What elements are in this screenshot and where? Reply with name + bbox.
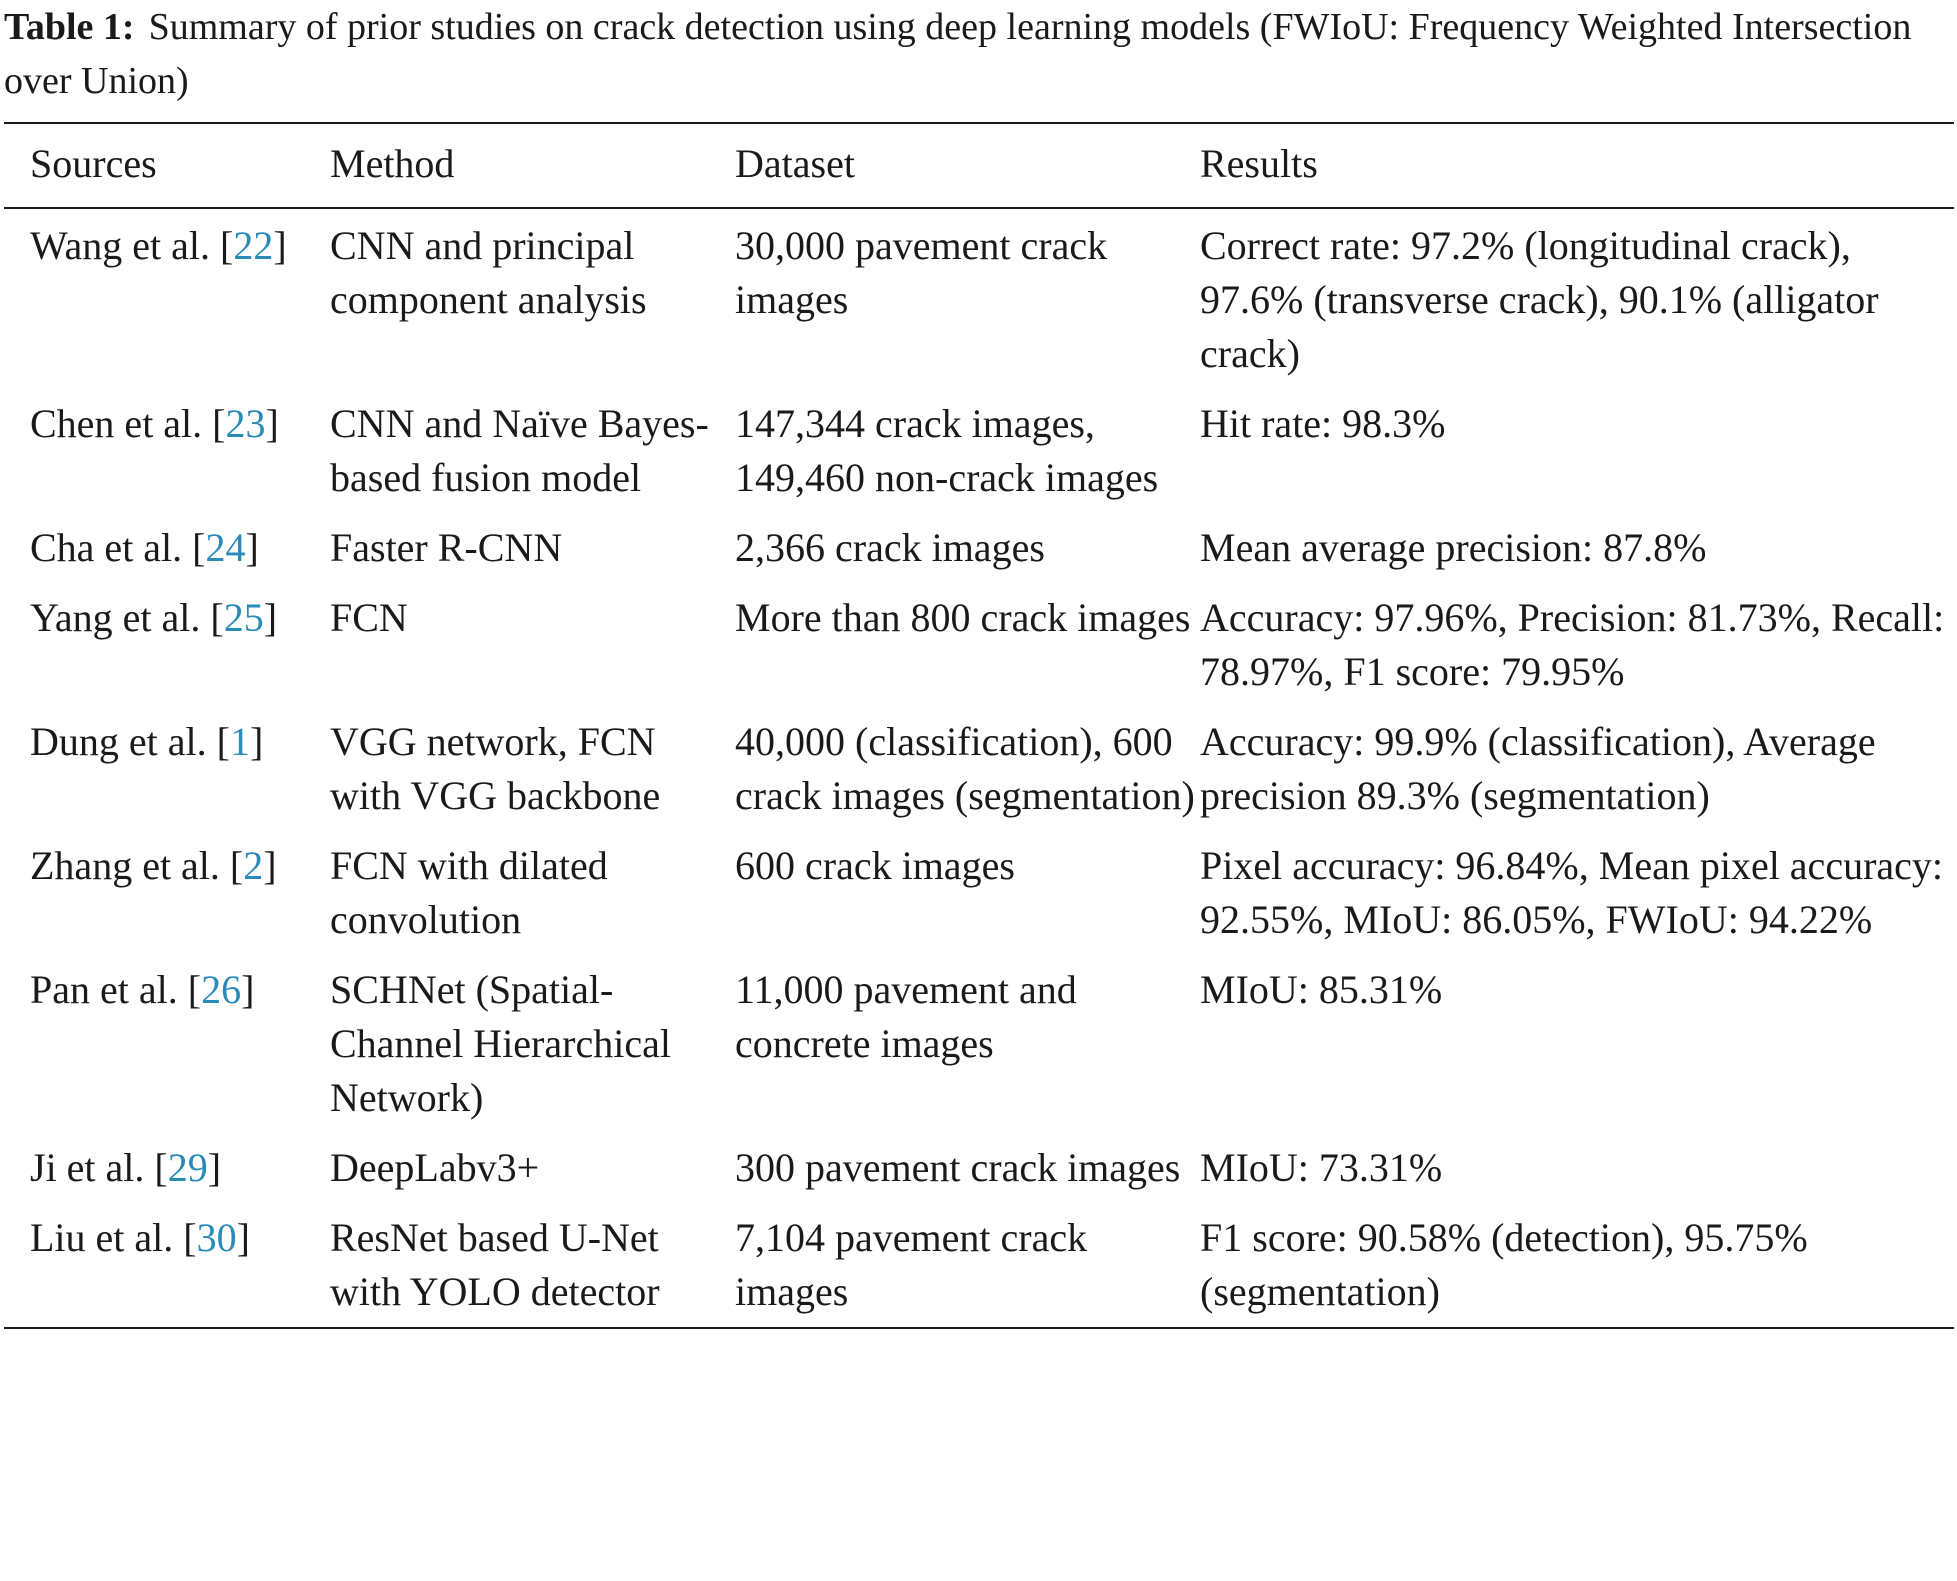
citation-link[interactable]: 30 xyxy=(196,1215,237,1260)
cell-dataset: More than 800 crack images xyxy=(735,595,1191,640)
cell-results: Accuracy: 97.96%, Precision: 81.73%, Recall: 78.97%, F1 score: 79.95% xyxy=(1200,595,1945,694)
table-row xyxy=(4,1131,1954,1201)
cell-source: Yang et al. [25] xyxy=(30,595,278,640)
source-authors: Cha et al. xyxy=(30,525,183,570)
cell-method: FCN with dilated convolution xyxy=(330,843,608,942)
citation-link[interactable]: 29 xyxy=(167,1145,208,1190)
cell-method: Faster R-CNN xyxy=(330,525,563,570)
cell-results: Correct rate: 97.2% (longitudinal crack), 97.6% (transverse crack), 90.1% (alligator crack) xyxy=(1200,223,1879,376)
header-sources: Sources xyxy=(4,123,330,208)
source-authors: Zhang et al. xyxy=(30,843,220,888)
cell-method: FCN xyxy=(330,595,408,640)
citation-link[interactable]: 1 xyxy=(229,719,250,764)
cell-method: SCHNet (Spatial-Channel Hierarchical Network) xyxy=(330,967,671,1120)
cell-source: Pan et al. [26] xyxy=(30,967,255,1012)
source-authors: Liu et al. xyxy=(30,1215,174,1260)
paper-page xyxy=(4,0,1954,1314)
cell-results: F1 score: 90.58% (detection), 95.75% (segmentation) xyxy=(1200,1201,1954,1328)
cell-dataset: 600 crack images xyxy=(735,843,1015,888)
cell-method: CNN and principal component analysis xyxy=(330,223,647,322)
citation-link[interactable]: 22 xyxy=(233,223,274,268)
cell-dataset: 40,000 (classification), 600 crack images (segmentation) xyxy=(735,719,1195,818)
cell-method: VGG network, FCN with VGG backbone xyxy=(330,719,661,818)
header-method: Method xyxy=(330,123,735,208)
prior-studies-table xyxy=(4,122,1954,1329)
cell-results: Hit rate: 98.3% xyxy=(1200,401,1446,446)
cell-dataset: 30,000 pavement crack images xyxy=(735,223,1108,322)
table-row xyxy=(4,705,1954,829)
cell-results: MIoU: 85.31% xyxy=(1200,967,1443,1012)
cell-source: Chen et al. [23] xyxy=(30,401,279,446)
cell-results: Mean average precision: 87.8% xyxy=(1200,525,1707,570)
cell-source: Zhang et al. [2] xyxy=(30,843,277,888)
cell-method: DeepLabv3+ xyxy=(330,1145,540,1190)
cell-source: Cha et al. [24] xyxy=(30,525,259,570)
cell-source: Liu et al. [30] xyxy=(4,1201,330,1328)
cell-dataset: 300 pavement crack images xyxy=(735,1145,1181,1190)
table-caption-label: Table 1: xyxy=(4,6,135,48)
cell-dataset: 147,344 crack images, 149,460 non-crack images xyxy=(735,401,1159,500)
citation-link[interactable]: 25 xyxy=(223,595,264,640)
cell-dataset: 7,104 pavement crack images xyxy=(735,1201,1200,1328)
table-row xyxy=(4,581,1954,705)
cell-results: Accuracy: 99.9% (classification), Average precision 89.3% (segmentation) xyxy=(1200,719,1876,818)
cell-source: Dung et al. [1] xyxy=(30,719,264,764)
table-row xyxy=(4,829,1954,953)
citation-link[interactable]: 24 xyxy=(205,525,246,570)
cell-source: Wang et al. [22] xyxy=(30,223,287,268)
source-authors: Chen et al. xyxy=(30,401,203,446)
header-dataset: Dataset xyxy=(735,123,1200,208)
citation-link[interactable]: 26 xyxy=(201,967,242,1012)
table-caption-text: Summary of prior studies on crack detection using deep learning models (FWIoU: Frequency Weighted Intersection over Union) xyxy=(4,6,1912,102)
cell-method: ResNet based U-Net with YOLO detector xyxy=(330,1201,735,1328)
citation-link[interactable]: 23 xyxy=(225,401,266,446)
source-authors: Yang et al. xyxy=(30,595,201,640)
table-caption xyxy=(4,0,1954,108)
cell-dataset: 11,000 pavement and concrete images xyxy=(735,967,1077,1066)
header-results: Results xyxy=(1200,123,1954,208)
table-row xyxy=(4,953,1954,1131)
table-row xyxy=(4,1201,1954,1328)
cell-results: MIoU: 73.31% xyxy=(1200,1145,1443,1190)
table-row xyxy=(4,387,1954,511)
source-authors: Pan et al. xyxy=(30,967,178,1012)
source-authors: Wang et al. xyxy=(30,223,211,268)
table-row xyxy=(4,511,1954,581)
cell-method: CNN and Naïve Bayes-based fusion model xyxy=(330,401,709,500)
cell-source: Ji et al. [29] xyxy=(30,1145,222,1190)
cell-dataset: 2,366 crack images xyxy=(735,525,1045,570)
table-row xyxy=(4,208,1954,387)
source-authors: Ji et al. xyxy=(30,1145,145,1190)
citation-link[interactable]: 2 xyxy=(243,843,264,888)
cell-results: Pixel accuracy: 96.84%, Mean pixel accuracy: 92.55%, MIoU: 86.05%, FWIoU: 94.22% xyxy=(1200,843,1944,942)
table-header-row xyxy=(4,123,1954,208)
source-authors: Dung et al. xyxy=(30,719,207,764)
